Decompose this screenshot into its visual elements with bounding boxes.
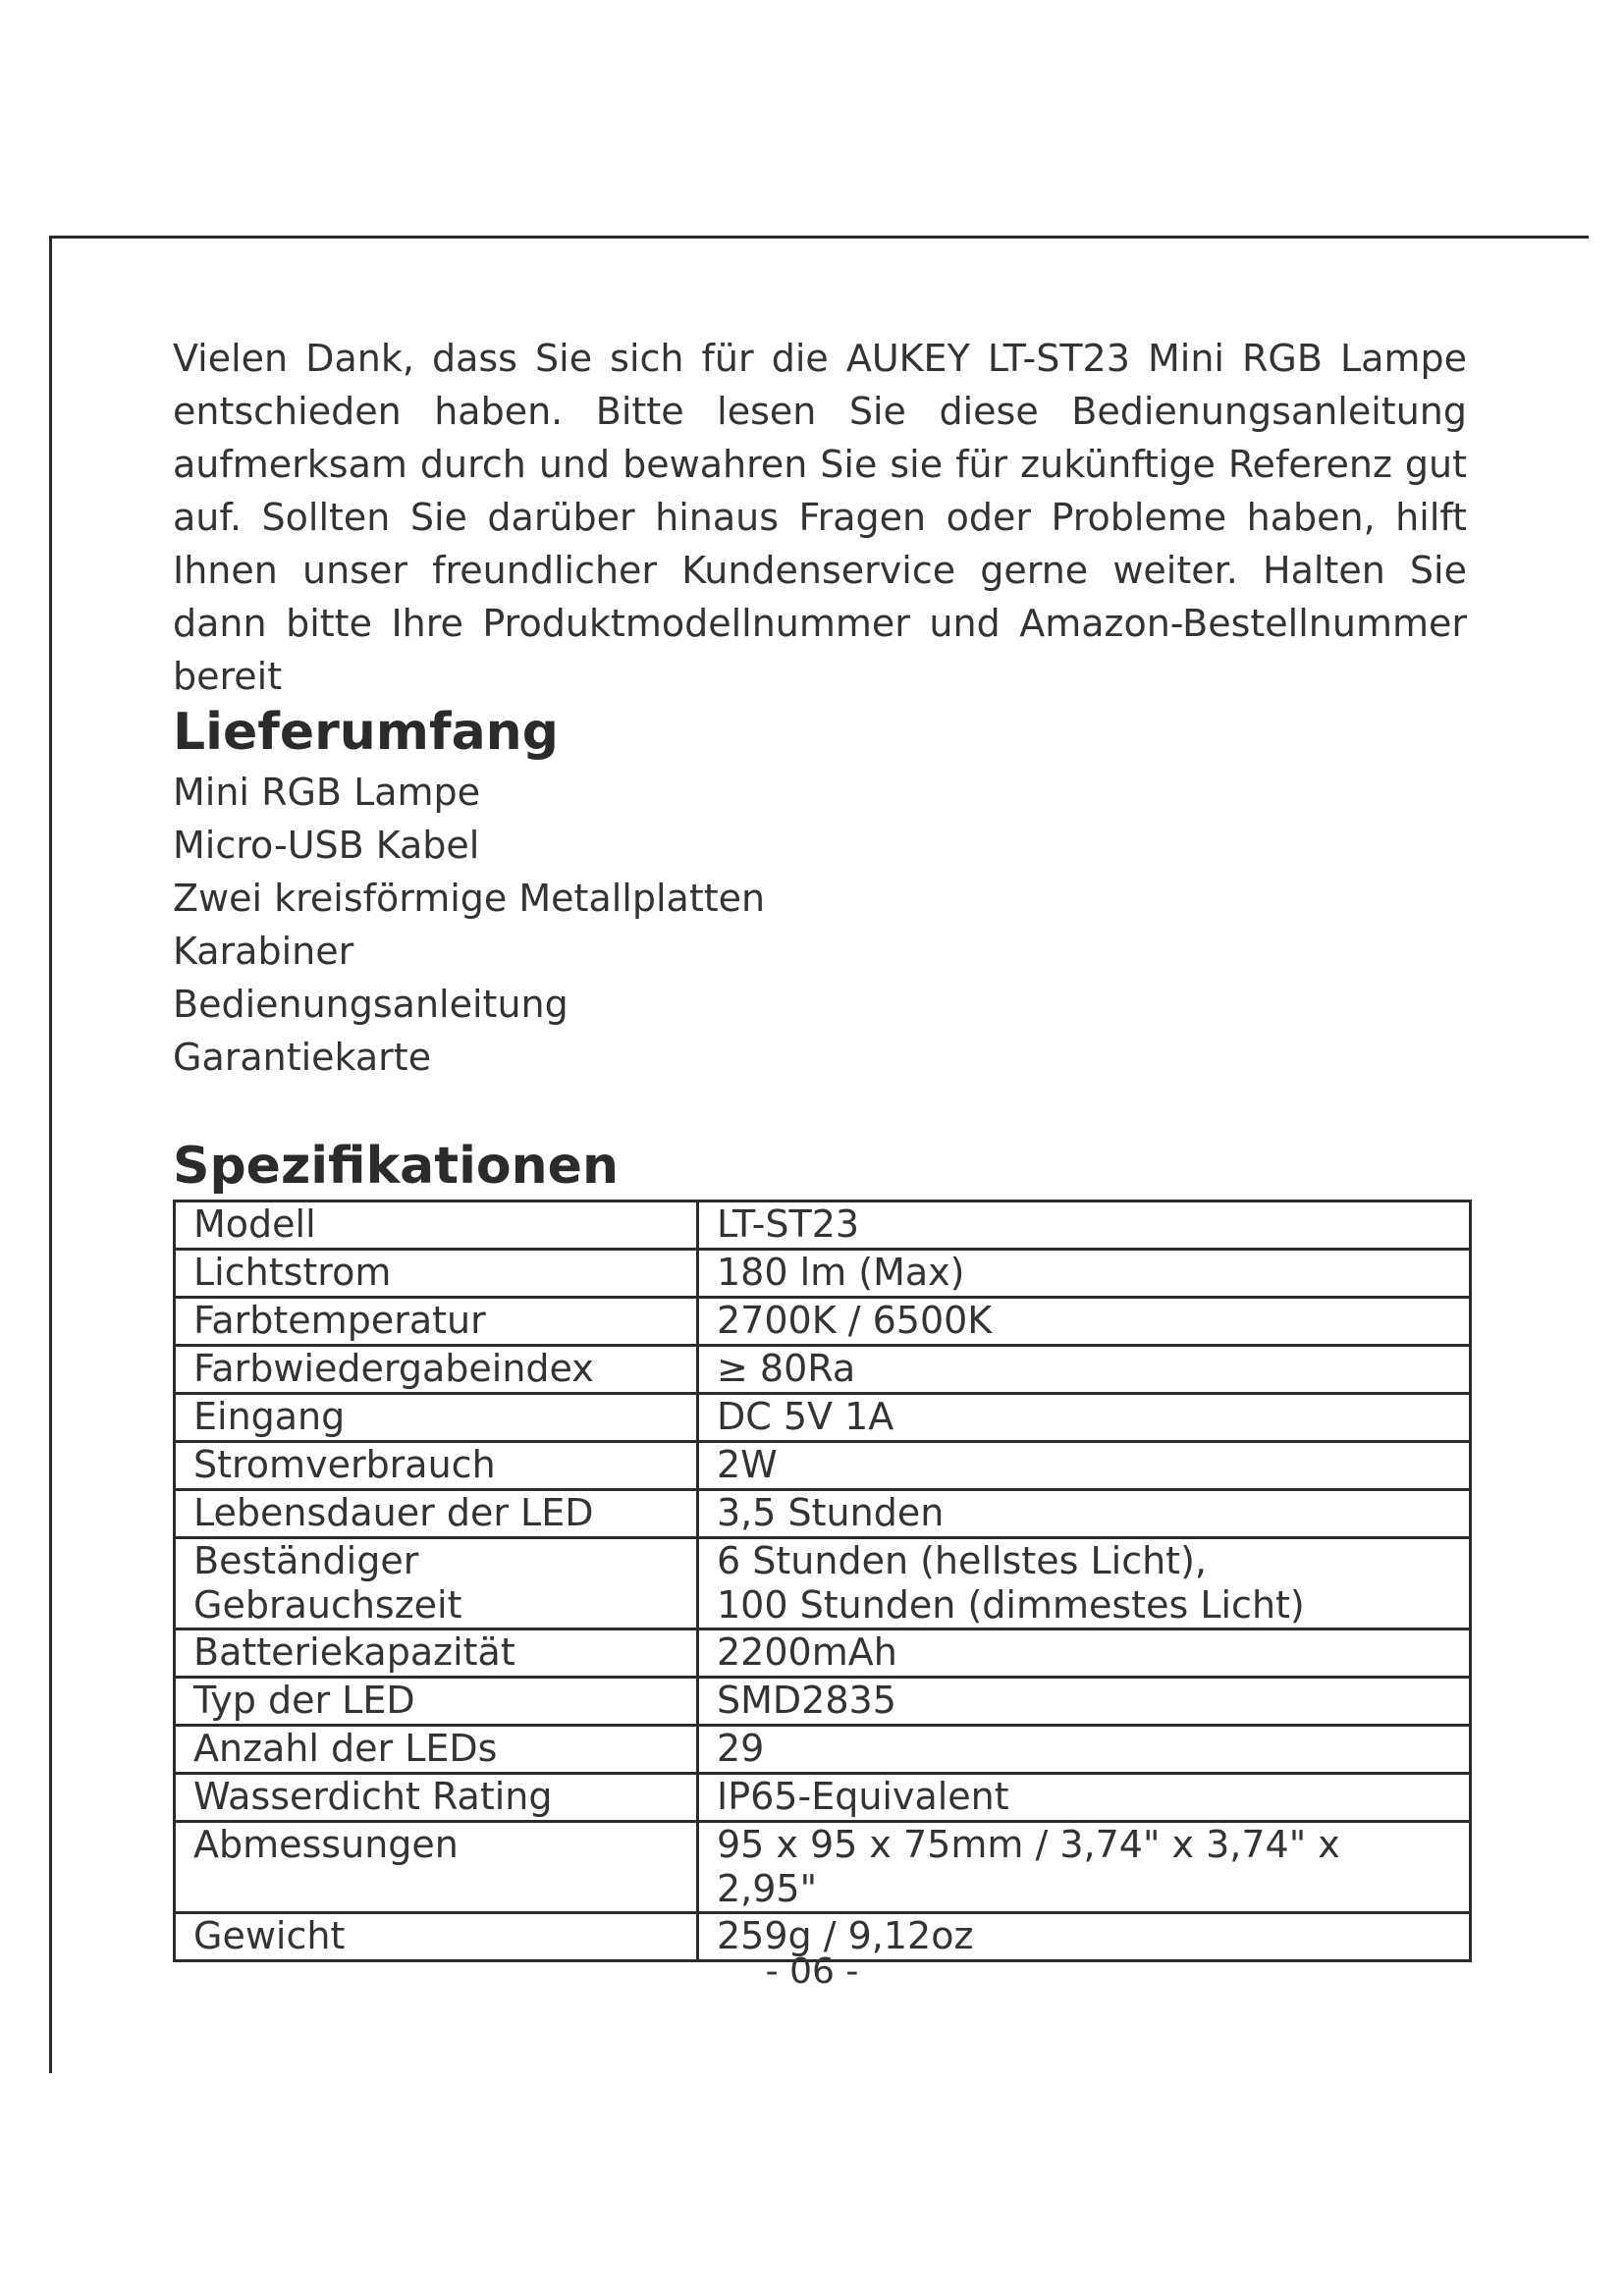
page-frame-top-rule — [49, 236, 1589, 239]
table-row — [175, 1298, 1471, 1346]
list-item: Micro-USB Kabel — [173, 824, 480, 867]
spec-value: LT-ST23 — [698, 1201, 1471, 1250]
table-row — [175, 1726, 1471, 1774]
table-row — [175, 1442, 1471, 1490]
list-item: Garantiekarte — [173, 1036, 432, 1079]
spec-key: Farbwiedergabeindex — [175, 1346, 698, 1394]
specifications-heading: Spezifikationen — [173, 1137, 619, 1196]
spec-value: 180 lm (Max) — [698, 1250, 1471, 1298]
spec-value: 2W — [698, 1442, 1471, 1490]
table-row — [175, 1774, 1471, 1822]
page-frame-left-rule — [49, 236, 52, 2073]
spec-key: Stromverbrauch — [175, 1442, 698, 1490]
spec-key: Gewicht — [175, 1913, 698, 1961]
spec-key: Typ der LED — [175, 1678, 698, 1726]
spec-key: Anzahl der LEDs — [175, 1726, 698, 1774]
spec-value: ≥ 80Ra — [698, 1346, 1471, 1394]
list-item: Karabiner — [173, 930, 354, 973]
table-row — [175, 1822, 1471, 1913]
package-contents-heading: Lieferumfang — [173, 703, 559, 762]
table-row — [175, 1490, 1471, 1538]
spec-key: Batteriekapazität — [175, 1629, 698, 1678]
spec-value: IP65-Equivalent — [698, 1774, 1471, 1822]
table-row — [175, 1250, 1471, 1298]
spec-key: Lichtstrom — [175, 1250, 698, 1298]
intro-paragraph: Vielen Dank, dass Sie sich für die AUKEY LT-ST23 Mini RGB Lampe entschieden haben. Bitte lesen Sie diese Bedienungsanleitung aufmerksam durch und bewahren Sie sie für zukünftige Referenz gut auf. Sollten Sie darüber hinaus Fragen oder Probleme haben, hilft Ihnen unser freundlicher Kundenservice gerne weiter. Halten Sie dann bitte Ihre Produktmodellnummer und Amazon-Bestellnummer bereit — [173, 337, 1467, 698]
table-row — [175, 1629, 1471, 1678]
table-row — [175, 1201, 1471, 1250]
spec-key: Beständiger Gebrauchszeit — [175, 1538, 698, 1629]
spec-value: 29 — [698, 1726, 1471, 1774]
specifications-table — [173, 1200, 1472, 1962]
table-row — [175, 1678, 1471, 1726]
spec-value: SMD2835 — [698, 1678, 1471, 1726]
list-item: Bedienungsanleitung — [173, 983, 568, 1026]
list-item: Zwei kreisförmige Metallplatten — [173, 877, 766, 920]
list-item: Mini RGB Lampe — [173, 771, 481, 814]
spec-key: Modell — [175, 1201, 698, 1250]
spec-key: Abmessungen — [175, 1822, 698, 1913]
spec-value: 2700K / 6500K — [698, 1298, 1471, 1346]
spec-value: DC 5V 1A — [698, 1394, 1471, 1442]
table-row — [175, 1538, 1471, 1629]
table-row — [175, 1346, 1471, 1394]
spec-value: 95 x 95 x 75mm / 3,74" x 3,74" x 2,95" — [698, 1822, 1471, 1913]
spec-value: 2200mAh — [698, 1629, 1471, 1678]
spec-key: Wasserdicht Rating — [175, 1774, 698, 1822]
table-row — [175, 1394, 1471, 1442]
page-number: - 06 - — [765, 1951, 859, 1992]
spec-key: Lebensdauer der LED — [175, 1490, 698, 1538]
spec-value: 259g / 9,12oz — [698, 1913, 1471, 1961]
spec-key: Farbtemperatur — [175, 1298, 698, 1346]
spec-value: 3,5 Stunden — [698, 1490, 1471, 1538]
spec-key: Eingang — [175, 1394, 698, 1442]
package-contents-list — [173, 766, 765, 1084]
spec-value: 6 Stunden (hellstes Licht), 100 Stunden (dimmestes Licht) — [698, 1538, 1471, 1629]
